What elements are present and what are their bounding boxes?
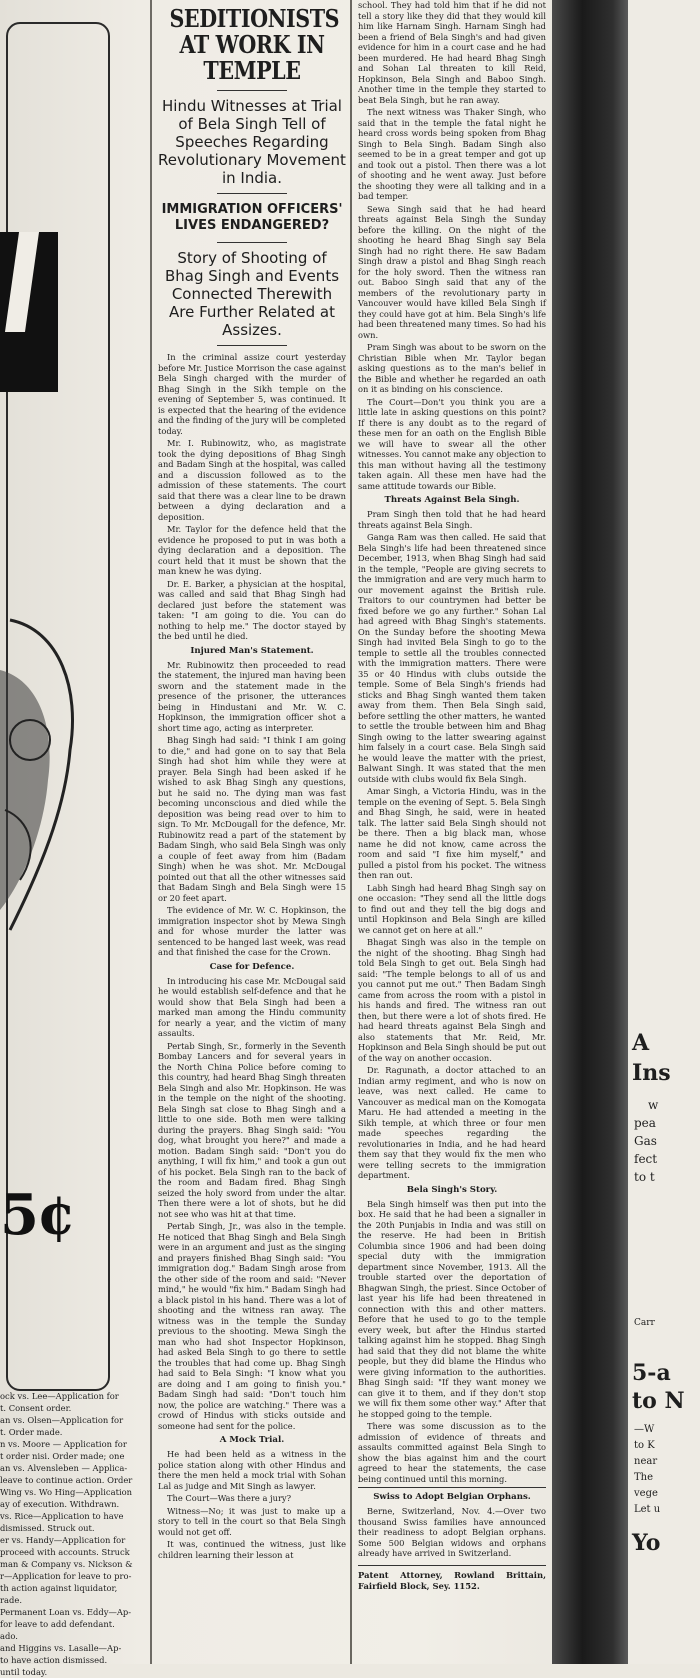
legal-line: Wing vs. Wo Hing—Application — [0, 1487, 133, 1497]
right-text-fragment: to N — [632, 1388, 685, 1414]
ad-price: 5¢ — [0, 1182, 74, 1248]
legal-line: ay of execution. Withdrawn. — [0, 1499, 120, 1509]
legal-line: r—Application for leave to pro- — [0, 1571, 132, 1581]
right-text-fragment: Carr — [634, 1318, 655, 1328]
article-column-1 — [156, 0, 348, 1664]
legal-line: leave to continue action. Order — [0, 1475, 133, 1485]
paragraph: The Court—Was there a jury? — [167, 1493, 292, 1503]
legal-line: dismissed. Struck out. — [0, 1523, 95, 1533]
section-heading: A Mock Trial. — [219, 1435, 285, 1445]
legal-line: man & Company vs. Nickson & — [0, 1559, 133, 1569]
legal-line: er vs. Handy—Application for — [0, 1535, 126, 1545]
right-text-fragment: Let u — [634, 1504, 661, 1515]
divider — [217, 242, 287, 243]
legal-line: n vs. Moore — Application for — [0, 1439, 127, 1449]
section-heading: Case for Defence. — [209, 961, 295, 972]
adjacent-page-right — [628, 0, 700, 1664]
legal-line: t. Order made. — [0, 1427, 63, 1437]
right-text-fragment: —W — [634, 1424, 655, 1435]
legal-line: vs. Rice—Application to have — [0, 1511, 124, 1521]
paragraph: The evidence of Mr. W. C. Hopkinson, the immigration inspector shot by Mewa Singh and for whose murder the latter was sentenced to be hanged last week, was read and that finished the case for the Crown. — [158, 905, 346, 957]
section-heading: Swiss to Adopt Belgian Orphans. — [358, 1487, 546, 1503]
article-body-continued — [358, 0, 546, 1592]
ad-large-letter — [0, 232, 58, 392]
right-text-fragment: vege — [634, 1488, 658, 1499]
page-gutter-shadow — [552, 0, 628, 1664]
legal-line: ock vs. Lee—Application for — [0, 1391, 119, 1401]
right-text-fragment: Ins — [632, 1060, 671, 1086]
right-text-fragment: w — [648, 1098, 659, 1112]
advertisement-byline: Patent Attorney, Rowland Brittain, Fairfield Block, Sey. 1152. — [358, 1565, 546, 1592]
divider — [217, 193, 287, 194]
paragraph: It was, continued the witness, just like children learning their lesson at — [158, 1539, 346, 1560]
paragraph: The next witness was Thaker Singh, who said that in the temple the fatal night he heard cross words being spoken from Bhag Singh to Bela Singh. Badam Singh also seemed to be in a great temper and got up and took out a pistol. Then there was a lot of shooting and he went away. Just before the shooting they were all talking and in a bad temper. — [358, 107, 546, 201]
paragraph: Bhag Singh had said: "I think I am going to die," and had gone on to say that Bela Singh had shot him while they were at prayer. Bela Singh had been asked if he wished to ask Bhag Singh any questions, but he said no. The dying man was fast becoming unconscious and died while the deposition was being read over to him to sign. To Mr. McDougall for the defence, Mr. Rubinowitz read a part of the statement by Badam Singh, who said Bela Singh was only a couple of feet away from him (Badam Singh) when he was shot. Mr. McDougal pointed out that all the other witnesses said that Badam Singh and Bela Singh were 15 or 20 feet apart. — [158, 735, 346, 903]
paragraph: Labh Singh had heard Bhag Singh say on one occasion: "They send all the little dogs to find out and they tell the big dogs and until Hopkinson and Bela Singh are killed we cannot get on here at all." — [358, 882, 546, 935]
article-subhead: IMMIGRATION OFFICERS' LIVES ENDANGERED? — [161, 202, 343, 233]
section-heading: Threats Against Bela Singh. — [384, 495, 520, 505]
right-text-fragment: to t — [634, 1170, 655, 1184]
legal-notices — [0, 1390, 148, 1678]
paragraph: Mr. I. Rubinowitz, who, as magistrate took the dying depositions of Bhag Singh and Badam Singh at the hospital, was called and a discussion followed as to the admission of these statements. The court said that there was a clear line to be drawn between a dying declaration and a deposition. — [158, 438, 346, 522]
legal-line: until today. — [0, 1667, 48, 1677]
article-headline: SEDITIONISTS AT WORK IN TEMPLE — [169, 4, 340, 85]
legal-line: and Higgins vs. Lasalle—Ap- — [0, 1643, 122, 1653]
legal-line: for leave to add defendant. — [0, 1619, 115, 1629]
legal-line: Permanent Loan vs. Eddy—Ap- — [0, 1607, 132, 1617]
right-text-fragment: Gas — [634, 1134, 657, 1148]
paragraph: Bela Singh himself was then put into the box. He said that he had been a signaller in the 20th Punjabis in India and was still on the reserve. He had been in British Columbia since 1906 and had been doing special duty with the immigration department since November, 1913. All the trouble started over the deportation of Bhagwan Singh, the priest. Since October of last year his life had been threatened in connection with this and other matters. Before that he used to go to the temple every week, but after the Hindus started talking against him he stopped. Bhag Singh had said that they did not blame the white people, but they did blame the Hindus who were giving information to the authorities. Bhag Singh said: "If they want money we can give it to them, and if they don't stop we will fix them some other way." After that he stopped going to the temple. — [358, 1198, 546, 1419]
legal-line: ado. — [0, 1631, 18, 1641]
paragraph: Mr. Taylor for the defence held that the evidence he proposed to put in was both a dying declaration and a deposition. The court held that it must be shown that the man knew he was dying. — [158, 524, 346, 576]
right-text-fragment: to K — [634, 1440, 655, 1451]
paragraph: Pram Singh was about to be sworn on the Christian Bible when Mr. Taylor began asking questions as to the man's belief in the Bible and whether he regarded an oath on it as binding on his conscience. — [358, 342, 546, 394]
article-deck: Hindu Witnesses at Trial of Bela Singh Tell of Speeches Regarding Revolutionary Movement in India. — [158, 97, 346, 187]
right-text-fragment: near — [634, 1456, 658, 1467]
paragraph: In introducing his case Mr. McDougal said he would establish self-defence and that he would show that Bela Singh had been a marked man among the Hindu community for nearly a year, and the victim of many assaults. — [158, 975, 346, 1038]
paragraph: In the criminal assize court yesterday before Mr. Justice Morrison the case against Bela Singh charged with the murder of Bhag Singh in the Sikh temple on the evening of September 5, was continued. It is expected that the hearing of the evidence and the finding of the jury will be completed today. — [158, 352, 346, 436]
article-deck-2: Story of Shooting of Bhag Singh and Events Connected Therewith Are Further Related at Assizes. — [164, 249, 340, 339]
paragraph: Berne, Switzerland, Nov. 4.—Over two thousand Swiss families have announced their readiness to adopt Belgian orphans. Some 500 Belgian widows and orphans already have arrived in Switzerland. — [358, 1506, 546, 1558]
legal-line: to have action dismissed. — [0, 1655, 108, 1665]
section-heading: Injured Man's Statement. — [190, 645, 314, 656]
paragraph: Dr. Ragunath, a doctor attached to an Indian army regiment, and who is now on leave, was next called. He came to Vancouver as medical man on the Komogata Maru. He had attended a meeting in the Sikh temple, at which three or four men made speeches regarding the revolutionaries in India, and he had heard them say that they would fix the men who were telling secrets to the immigration department. — [358, 1065, 546, 1180]
paragraph: Amar Singh, a Victoria Hindu, was in the temple on the evening of Sept. 5. Bela Singh and Bhag Singh, he said, were in heated talk. The latter said Bela Singh should not be there. Then a big black man, whose name he did not know, came across the room and said "I fixe him myself," and pulled a pistol from his pocket. The witness then ran out. — [358, 786, 546, 880]
paragraph: He had been held as a witness in the police station along with other Hindus and there the men held a mock trial with Sohan Lal as judge and Mit Singh as lawyer. — [158, 1449, 346, 1491]
legal-line: an vs. Olsen—Application for — [0, 1415, 124, 1425]
paragraph: Sewa Singh said that he had heard threats against Bela Singh the Sunday before the killing. On the night of the shooting he heard Bhag Singh say Bela Singh had no right there. He saw Badam Singh draw a pistol and Bhag Singh reach for the holy sword. Then the witness ran out. Baboo Singh said that any of the members of the revolutionary party in Vancouver would have killed Bela Singh if they could have got at him. Bela Singh's life had been threatened many times. So had his own. — [358, 203, 546, 340]
right-text-fragment: A — [632, 1030, 650, 1056]
paragraph: school. They had told him that if he did not tell a story like they did that they would kill him like Harnam Singh. Harnam Singh had been a friend of Bela Singh's and had given evidence for him in a court case and he had been murdered. He had heard Bhag Singh and Sohan Lal threaten to kill Reid, Hopkinson, Bela Singh and Baboo Singh. Another time in the temple they started to beat Bela Singh, but he ran away. — [358, 0, 546, 105]
paragraph: Pram Singh then told that he had heard threats against Bela Singh. — [358, 509, 546, 530]
paragraph: The Court—Don't you think you are a little late in asking questions on this point? If there is any doubt as to the regard of these men for an oath on the English Bible we will have to swear all the other witnesses. You cannot make any objection to this man without having all the testimony taken again. All these men have had the same attitude towards our Bible. — [358, 396, 547, 491]
legal-line: rade. — [0, 1595, 22, 1605]
adjacent-page-advertisement — [0, 0, 152, 1677]
paragraph: Bhagat Singh was also in the temple on the night of the shooting. Bhag Singh had told Bela Singh to get out. Bela Singh had said: "The temple belongs to all of us and you cannot put me out." Then Badam Singh came from across the room with a pistol in his hands and fired. The witness ran out then, but there were a lot of shots fired. He had heard threats against Bela Singh and also statements that Mr. Reid, Mr. Hopkinson and Bela Singh should be put out of the way on another occasion. — [358, 937, 546, 1063]
paragraph: Pertab Singh, Sr., formerly in the Seventh Bombay Lancers and for several years in the North China Police before coming to this country, had heard Bhag Singh threaten Bela Singh and also Mr. Hopkinson. He was in the temple on the night of the shooting. Bela Singh sat close to Bhag Singh and a little to one side. Both men were talking during the prayers. Bhag Singh said: "You dog, what brought you here?" and made a motion. Badam Singh said: "Don't you do anything, I will fix him," and took a gun out of his pocket. Bela Singh ran to the back of the room and Badam fired. Bhag Singh seized the holy sword from under the altar. Then there were a lot of shots, but he did not see who was hit at that time. — [158, 1040, 346, 1219]
section-heading: Bela Singh's Story. — [406, 1184, 498, 1195]
divider — [217, 345, 287, 346]
paragraph: Pertab Singh, Jr., was also in the temple. He noticed that Bhag Singh and Bela Singh were in an argument and just as the singing and prayers finished Bhag Singh said: "You immigration dog." Badam Singh arose from the other side of the room and said: "Never mind," he would "fix him." Badam Singh had a black pistol in his hand. There was a lot of shooting and the witness ran away. The witness was in the temple the Sunday previous to the shooting. Mewa Singh the man who had shot Inspector Hopkinson, had asked Bela Singh to go there to settle the troubles that had come up. Bhag Singh had said to Bela Singh: "I know what you are doing and I am going to finish you." Badam Singh had said: "Don't touch him now, the police are watching." There was a crowd of Hindus with sticks outside and someone had sent for the police. — [158, 1221, 346, 1431]
right-text-fragment: Yo — [632, 1530, 661, 1556]
legal-line: t. Consent order. — [0, 1403, 72, 1413]
paragraph: Mr. Rubinowitz then proceeded to read the statement, the injured man having been sworn and the statement made in the presence of the prisoner, the utterances being in Hindustani and Mr. W. C. Hopkinson, the immigration officer shot a short time ago, acting as interpreter. — [158, 659, 346, 733]
right-text-fragment: pea — [634, 1116, 656, 1130]
legal-line: an vs. Alvensleben — Applica- — [0, 1463, 128, 1473]
legal-line: th action against liquidator, — [0, 1583, 118, 1593]
article-body — [158, 352, 346, 1560]
right-text-fragment: fect — [634, 1152, 658, 1166]
legal-line: t order nisi. Order made; one — [0, 1451, 125, 1461]
right-text-fragment: 5-a — [632, 1360, 671, 1386]
paragraph: There was some discussion as to the admission of evidence of threats and assaults committed against Bela Singh to show the bias against him and the court agreed to hear the statements, the case being continued until this morning. — [358, 1421, 546, 1484]
divider — [217, 90, 287, 91]
paragraph: Witness—No; it was just to make up a story to tell in the court so that Bela Singh would not get off. — [158, 1505, 346, 1537]
paragraph: Ganga Ram was then called. He said that Bela Singh's life had been threatened since December, 1913, when Bhag Singh had said in the temple, "People are giving secrets to the immigration and are very much harm to our movement against the British rule. Traitors to our countrymen had better be fixed before we go any further." Sohan Lal had agreed with Bhag Singh's statements. On the Sunday before the shooting Mewa Singh had invited Bela Singh to go to the temple to settle all the troubles connected with the immigration matters. There were 35 or 40 Hindus with clubs outside the temple. Some of Bela Singh's friends had sticks and Bhag Singh wanted them taken away from them. Then Bela Singh said, before settling the other matters, he wanted to settle the trouble between him and Bhag Singh owing to the latter swearing against him falsely in a court case. Bela Singh said he would leave the matter with the priest, Balwant Singh. It was stated that the men outside with clubs would fix Bela Singh. — [358, 532, 546, 784]
article-column-2 — [356, 0, 548, 1664]
column-rule — [350, 0, 352, 1664]
right-text-fragment: The — [634, 1472, 654, 1483]
legal-line: proceed with accounts. Struck — [0, 1547, 130, 1557]
paragraph: Dr. E. Barker, a physician at the hospital, was called and said that Bhag Singh had declared just before the statement was taken: "I am going to die. You can do nothing to help me." The doctor stayed by the bed until he died. — [158, 578, 346, 641]
ad-illustration — [0, 610, 92, 940]
